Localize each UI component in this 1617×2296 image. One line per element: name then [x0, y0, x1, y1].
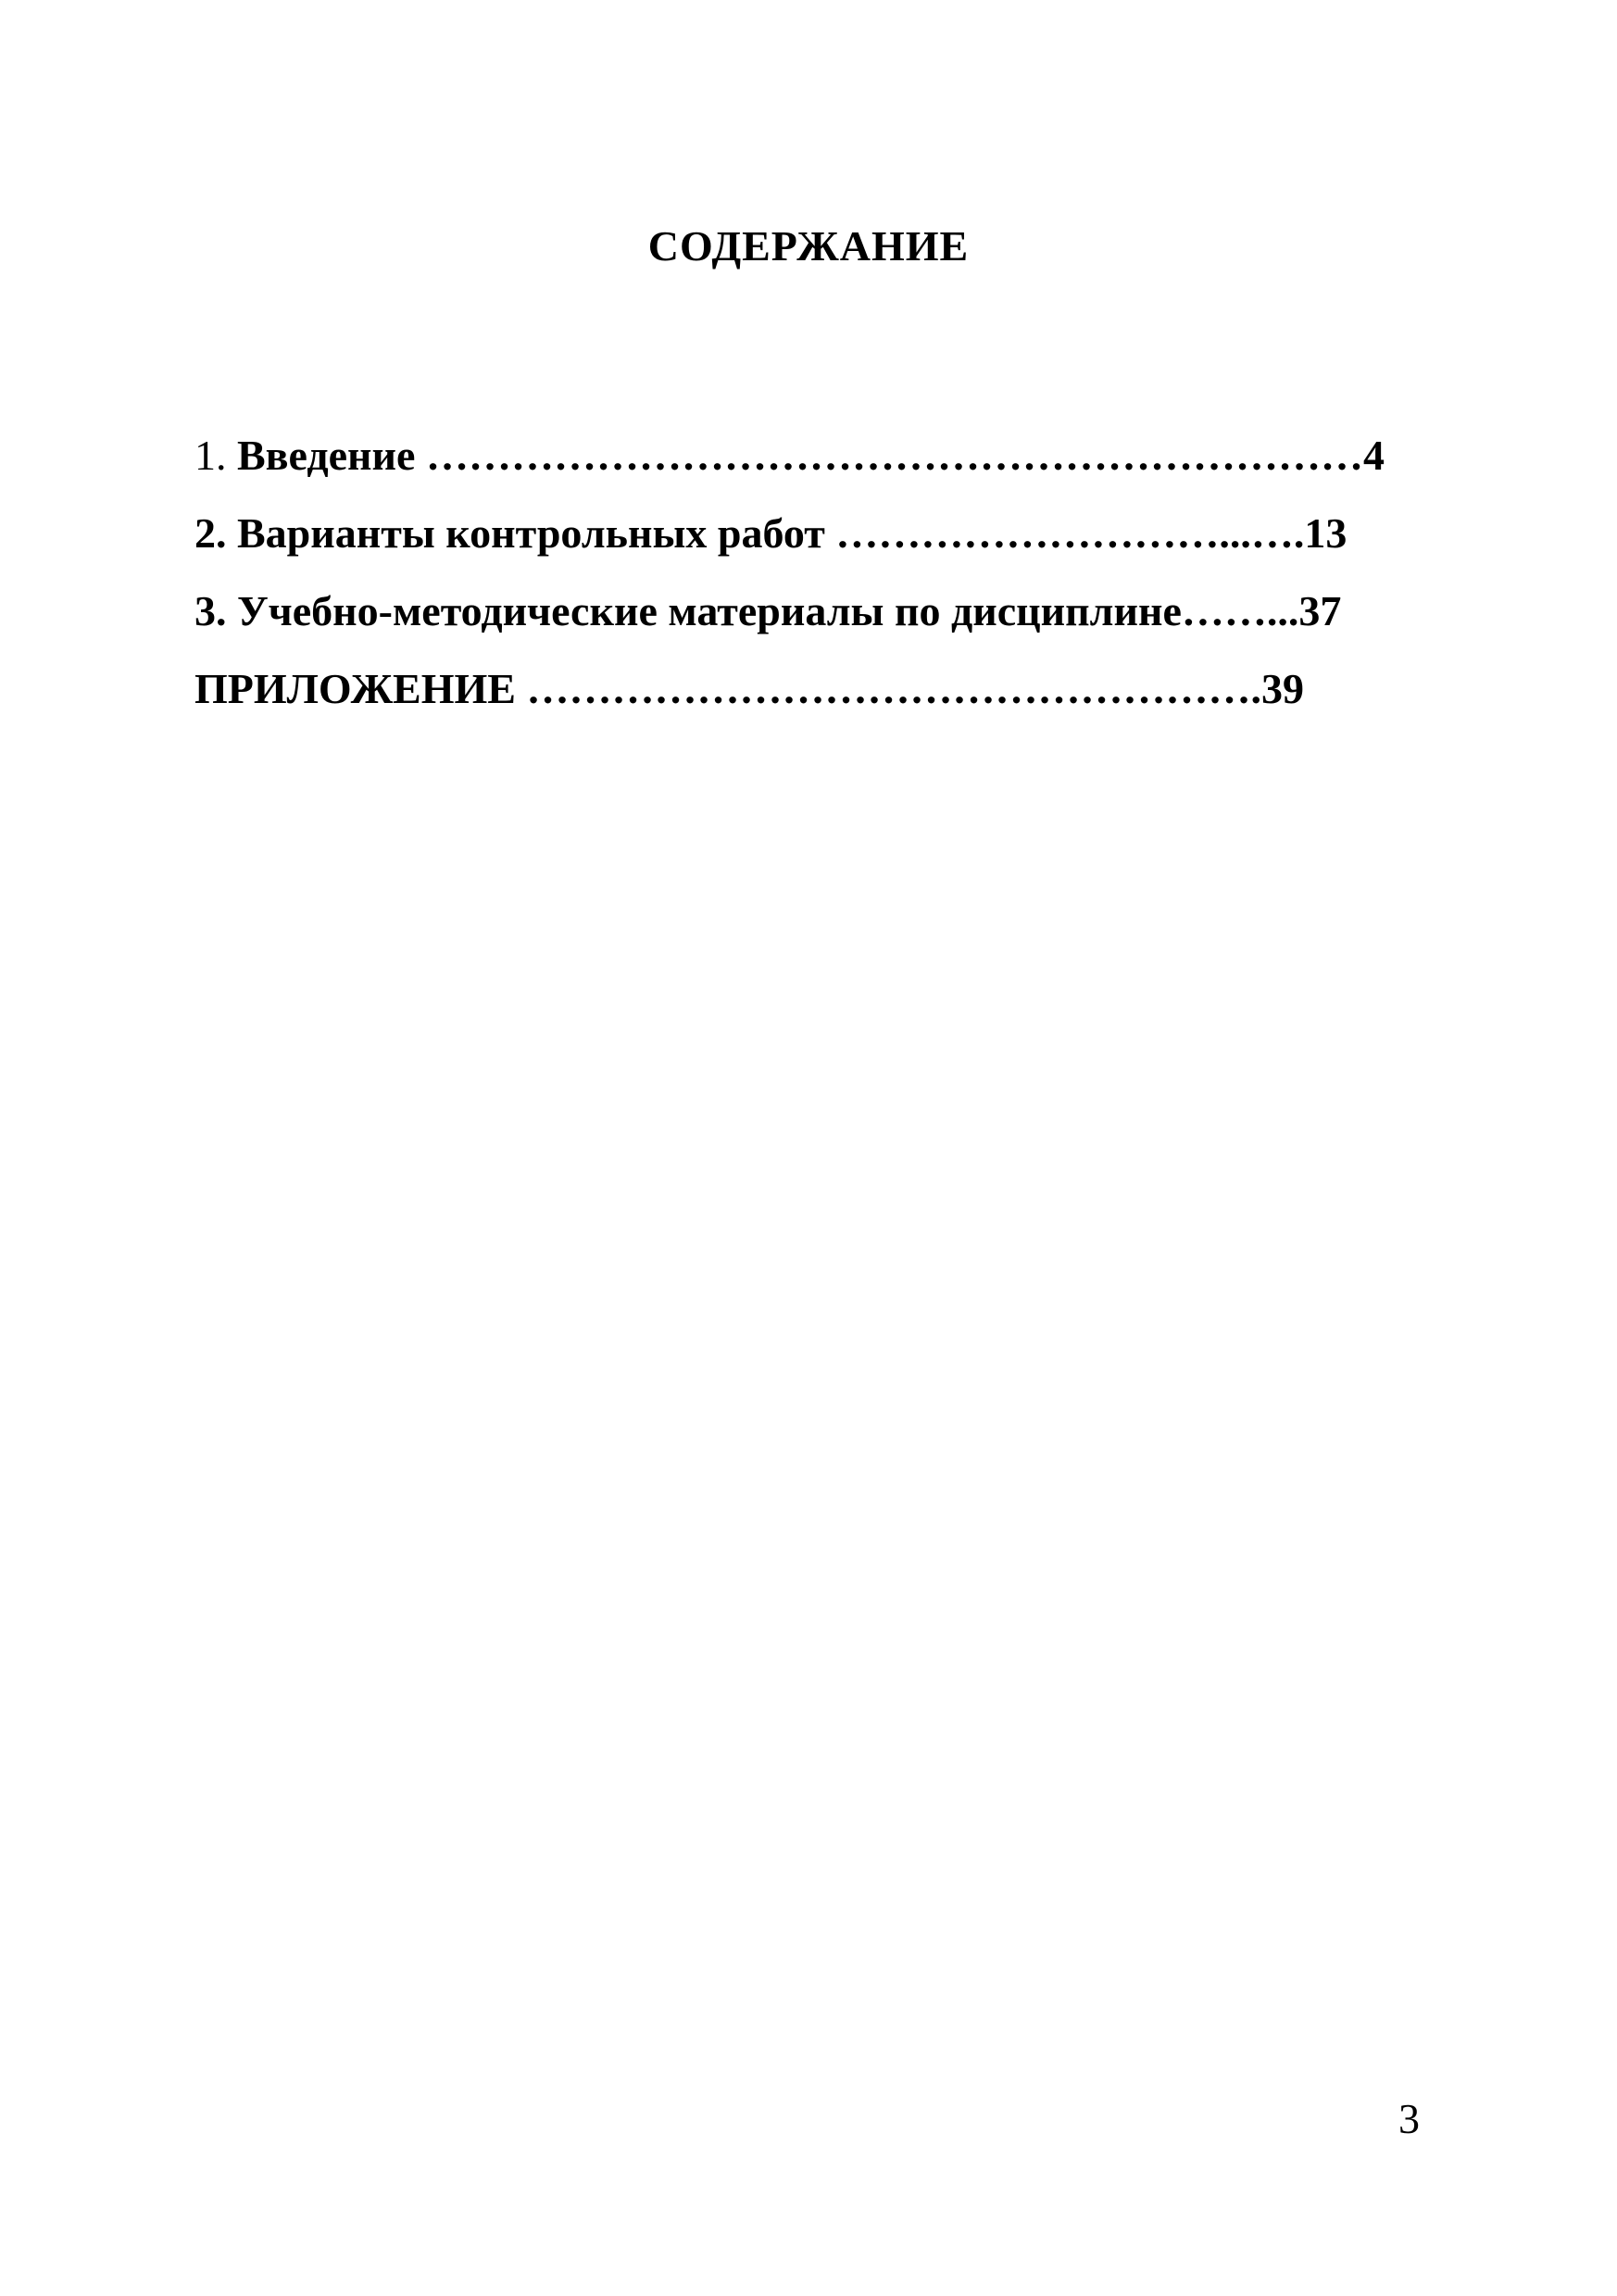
- toc-entry-study-materials[interactable]: [194, 583, 1445, 661]
- toc-entry-text: Варианты контрольных работ ………………………...….13: [237, 509, 1348, 557]
- toc-entry-number: 2.: [194, 509, 227, 557]
- toc-entry-introduction[interactable]: [194, 428, 1445, 506]
- toc-entry-text: Введение …………………………………………………………4: [237, 432, 1385, 479]
- toc-entry-number: 1.: [194, 432, 227, 479]
- toc-entry-appendix[interactable]: [194, 661, 1445, 739]
- toc-entry-number: 3.: [194, 587, 227, 634]
- toc-entry-text: ПРИЛОЖЕНИЕ …………………………………………….39: [194, 665, 1304, 712]
- table-of-contents: [194, 428, 1445, 739]
- page-number: 3: [1398, 2095, 1420, 2142]
- toc-entry-text: Учебно-методические материалы по дисциплине……...37: [237, 587, 1342, 634]
- page-title: СОДЕРЖАНИЕ: [647, 222, 970, 270]
- toc-entry-test-variants[interactable]: [194, 506, 1445, 583]
